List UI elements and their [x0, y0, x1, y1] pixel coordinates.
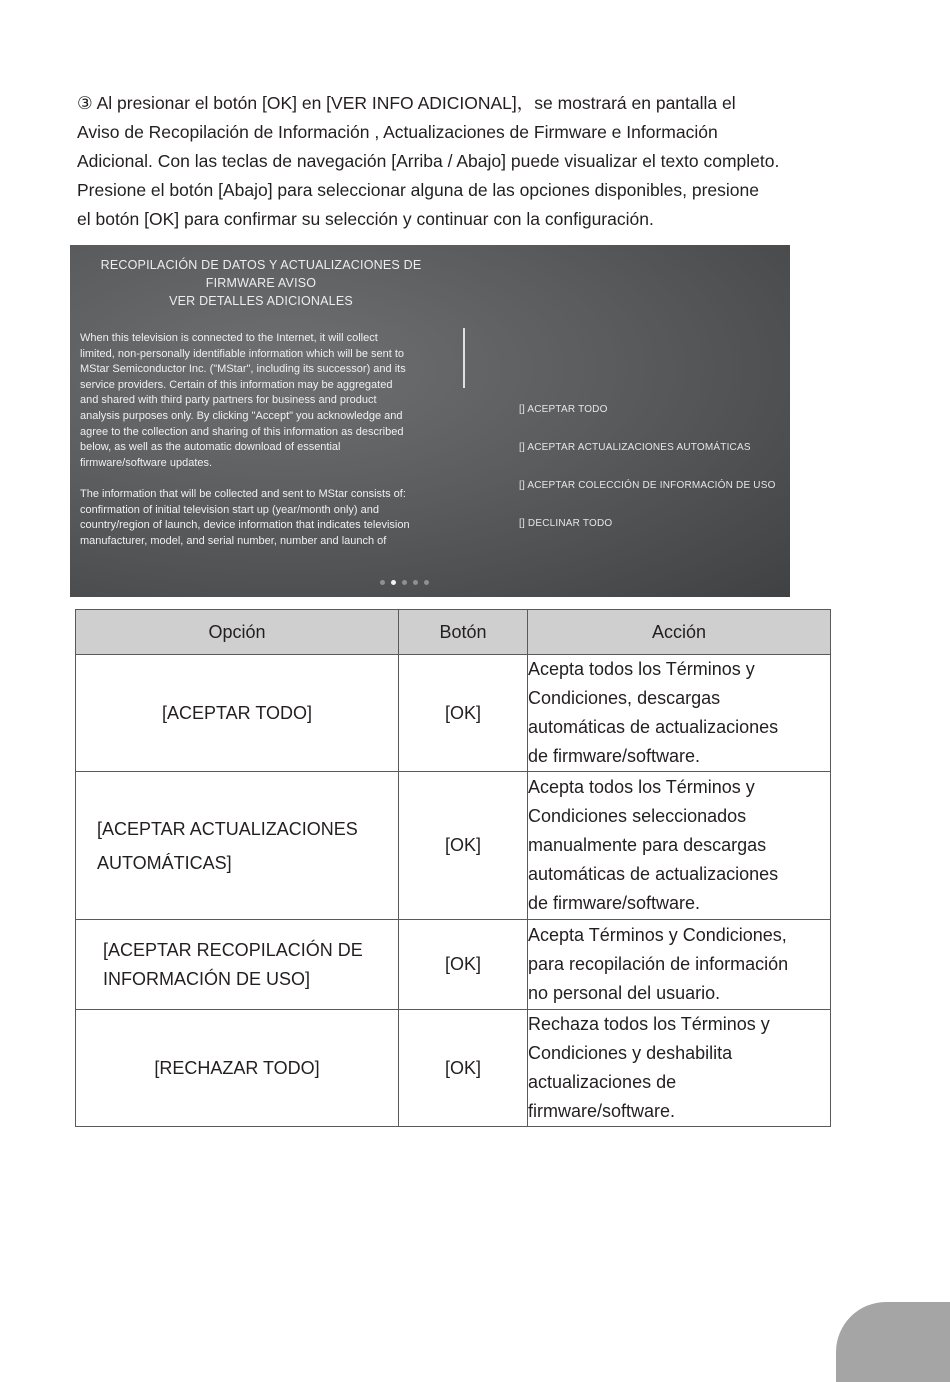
tv-screen-title	[70, 256, 452, 310]
action-cell	[528, 1010, 831, 1127]
tv-notice-line: country/region of launch, device information that indicates television	[80, 519, 410, 532]
action-line: Acepta todos los Términos y	[528, 659, 755, 679]
action-line: firmware/software.	[528, 1101, 676, 1121]
action-line: Condiciones y deshabilita	[528, 1043, 733, 1063]
tv-scrollbar[interactable]	[463, 328, 465, 388]
action-line: para recopilación de información	[528, 954, 789, 974]
intro-line: el botón [OK] para confirmar su selección y continuar con la configuración.	[77, 209, 654, 229]
tv-option-accept-auto-updates[interactable]: [] ACEPTAR ACTUALIZACIONES AUTOMÁTICAS	[519, 442, 751, 453]
page-dot-active	[391, 580, 396, 585]
tv-notice-paragraph	[80, 487, 460, 549]
tv-notice-line: The information that will be collected and sent to MStar consists of:	[80, 487, 406, 500]
action-line: Rechaza todos los Términos y	[528, 1014, 770, 1034]
table-header-row	[76, 610, 831, 655]
tv-title-line: RECOPILACIÓN DE DATOS Y ACTUALIZACIONES DE	[100, 258, 422, 272]
tv-notice-line: below, as well as the automatic download of essential	[80, 441, 341, 454]
option-text: INFORMACIÓN DE USO]	[103, 968, 311, 989]
tv-title-line: FIRMWARE AVISO	[205, 276, 317, 290]
action-line: actualizaciones de	[528, 1072, 677, 1092]
table-row	[76, 655, 831, 772]
tv-notice-line: limited, non-personally identifiable information which will be sent to	[80, 347, 405, 360]
action-line: Condiciones seleccionados	[528, 806, 747, 826]
action-line: automáticas de actualizaciones	[528, 864, 779, 884]
button-cell: [OK]	[399, 655, 528, 772]
table-row	[76, 920, 831, 1010]
action-cell	[528, 920, 831, 1010]
intro-line: Presione el botón [Abajo] para seleccionar alguna de las opciones disponibles, presione	[77, 180, 759, 200]
page-dot	[402, 580, 407, 585]
tv-page-indicator	[380, 580, 429, 585]
option-cell	[76, 772, 399, 920]
tv-notice-line: MStar Semiconductor Inc. ("MStar", including its successor) and its	[80, 363, 406, 376]
action-cell	[528, 655, 831, 772]
option-text: [ACEPTAR TODO]	[161, 702, 313, 723]
option-text: AUTOMÁTICAS]	[97, 852, 232, 873]
action-line: Acepta Términos y Condiciones,	[528, 925, 787, 945]
tv-notice-line: manufacturer, model, and serial number, number and launch of	[80, 534, 387, 547]
option-text: [ACEPTAR RECOPILACIÓN DE	[103, 939, 363, 960]
tv-option-decline-all[interactable]: [] DECLINAR TODO	[519, 518, 613, 529]
action-line: Condiciones, descargas	[528, 688, 721, 708]
option-cell	[76, 920, 399, 1010]
action-line: manualmente para descargas	[528, 835, 767, 855]
option-cell	[76, 1010, 399, 1127]
action-line: de firmware/software.	[528, 893, 701, 913]
option-cell	[76, 655, 399, 772]
tv-notice-line: firmware/software updates.	[80, 456, 213, 469]
intro-paragraph	[77, 89, 877, 234]
page-dot	[380, 580, 385, 585]
column-header-option: Opción	[76, 610, 399, 655]
tv-screenshot	[70, 245, 790, 597]
button-cell: [OK]	[399, 1010, 528, 1127]
action-line: no personal del usuario.	[528, 983, 721, 1003]
intro-line: ③ Al presionar el botón [OK] en [VER INFO ADICIONAL]，se mostrará en pantalla el	[77, 93, 736, 113]
tv-option-accept-usage-collection[interactable]: [] ACEPTAR COLECCIÓN DE INFORMACIÓN DE USO	[519, 480, 776, 491]
tv-option-accept-all[interactable]: [] ACEPTAR TODO	[519, 404, 608, 415]
option-text: [ACEPTAR ACTUALIZACIONES	[97, 818, 358, 839]
tv-notice-text	[80, 331, 460, 565]
action-line: Acepta todos los Términos y	[528, 777, 755, 797]
column-header-button: Botón	[399, 610, 528, 655]
tv-notice-line: agree to the collection and sharing of this information as described	[80, 425, 404, 438]
action-cell	[528, 772, 831, 920]
action-line: automáticas de actualizaciones	[528, 717, 779, 737]
column-header-action: Acción	[528, 610, 831, 655]
intro-line: Adicional. Con las teclas de navegación [Arriba / Abajo] puede visualizar el texto completo.	[77, 151, 780, 171]
button-cell: [OK]	[399, 772, 528, 920]
tv-notice-line: confirmation of initial television start up (year/month only) and	[80, 503, 379, 516]
option-text: [RECHAZAR TODO]	[154, 1057, 320, 1078]
action-line: de firmware/software.	[528, 746, 701, 766]
page-dot	[413, 580, 418, 585]
tv-notice-line: analysis purposes only. By clicking "Accept" you acknowledge and	[80, 409, 403, 422]
page-corner-tab	[836, 1302, 950, 1382]
tv-notice-line: service providers. Certain of this information may be aggregated	[80, 378, 393, 391]
intro-line: Aviso de Recopilación de Información , Actualizaciones de Firmware e Información	[77, 122, 718, 142]
button-cell: [OK]	[399, 920, 528, 1010]
tv-details-link[interactable]: VER DETALLES ADICIONALES	[169, 294, 353, 308]
table-row	[76, 1010, 831, 1127]
options-table	[75, 609, 831, 1127]
tv-notice-line: and shared with third party partners for business and product	[80, 394, 377, 407]
tv-notice-paragraph	[80, 331, 460, 471]
tv-notice-line: When this television is connected to the Internet, it will collect	[80, 332, 378, 344]
page-dot	[424, 580, 429, 585]
table-row	[76, 772, 831, 920]
